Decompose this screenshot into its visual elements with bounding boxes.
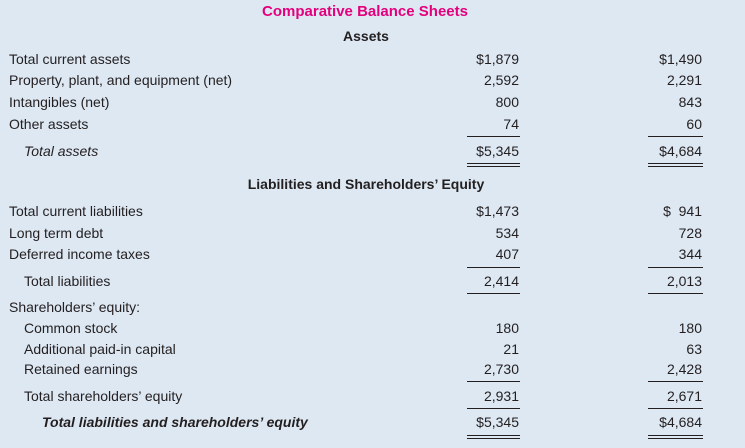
grand-total-col1: $5,345 <box>476 414 519 430</box>
row-label: Intangibles (net) <box>9 94 110 110</box>
subtotal-rule <box>467 136 520 137</box>
subtotal-rule <box>467 293 520 294</box>
total-liabilities-col1: 2,414 <box>483 273 519 289</box>
value-col1: $1,473 <box>476 203 519 219</box>
value-col1: 180 <box>495 320 519 336</box>
assets-heading: Assets <box>343 28 389 44</box>
row-label: Additional paid-in capital <box>24 341 176 357</box>
row-label: Long term debt <box>9 225 104 241</box>
value-col1: 534 <box>495 225 519 241</box>
total-assets-col2: $4,684 <box>659 143 702 159</box>
value-col2: 2,428 <box>666 361 702 377</box>
subtotal-rule <box>467 381 520 382</box>
value-col1: 2,730 <box>483 361 519 377</box>
row-label: Common stock <box>24 320 118 336</box>
liabilities-heading: Liabilities and Shareholders’ Equity <box>247 176 485 192</box>
total-liabilities-col2: 2,013 <box>666 273 702 289</box>
double-rule <box>467 435 520 436</box>
value-col2: 344 <box>678 246 702 262</box>
double-rule <box>467 163 520 164</box>
row-label: Retained earnings <box>24 361 138 377</box>
double-rule <box>648 435 703 436</box>
subtotal-rule <box>648 267 703 268</box>
value-col2: 728 <box>678 225 702 241</box>
grand-total-col2: $4,684 <box>659 414 702 430</box>
row-label: Property, plant, and equipment (net) <box>9 72 233 88</box>
subtotal-rule <box>648 381 703 382</box>
grand-total-label: Total liabilities and shareholders’ equity <box>42 414 308 430</box>
value-col1: 21 <box>503 341 519 357</box>
row-label: Total current liabilities <box>9 203 143 219</box>
total-assets-label: Total assets <box>24 143 99 159</box>
subtotal-rule <box>648 136 703 137</box>
value-col2: $1,490 <box>659 51 702 67</box>
total-equity-label: Total shareholders’ equity <box>24 388 183 404</box>
value-col2: $ 941 <box>663 203 702 219</box>
value-col2: 2,291 <box>666 72 702 88</box>
total-assets-col1: $5,345 <box>476 143 519 159</box>
value-col2: 843 <box>678 94 702 110</box>
page-title: Comparative Balance Sheets <box>262 3 468 20</box>
value-col2: 180 <box>678 320 702 336</box>
total-liabilities-label: Total liabilities <box>24 273 111 289</box>
value-col1: 74 <box>503 116 519 132</box>
value-col1: 407 <box>495 246 519 262</box>
row-label: Other assets <box>9 116 89 132</box>
value-col2: 60 <box>686 116 702 132</box>
subtotal-rule <box>648 293 703 294</box>
value-col2: 63 <box>686 341 702 357</box>
value-col1: 2,592 <box>483 72 519 88</box>
total-equity-col2: 2,671 <box>666 388 702 404</box>
double-rule <box>648 163 703 164</box>
equity-heading: Shareholders’ equity: <box>9 299 141 315</box>
total-equity-col1: 2,931 <box>483 388 519 404</box>
subtotal-rule <box>467 267 520 268</box>
subtotal-rule <box>467 408 520 409</box>
row-label: Deferred income taxes <box>9 246 150 262</box>
value-col1: 800 <box>495 94 519 110</box>
subtotal-rule <box>648 408 703 409</box>
value-col1: $1,879 <box>476 51 519 67</box>
row-label: Total current assets <box>9 51 131 67</box>
